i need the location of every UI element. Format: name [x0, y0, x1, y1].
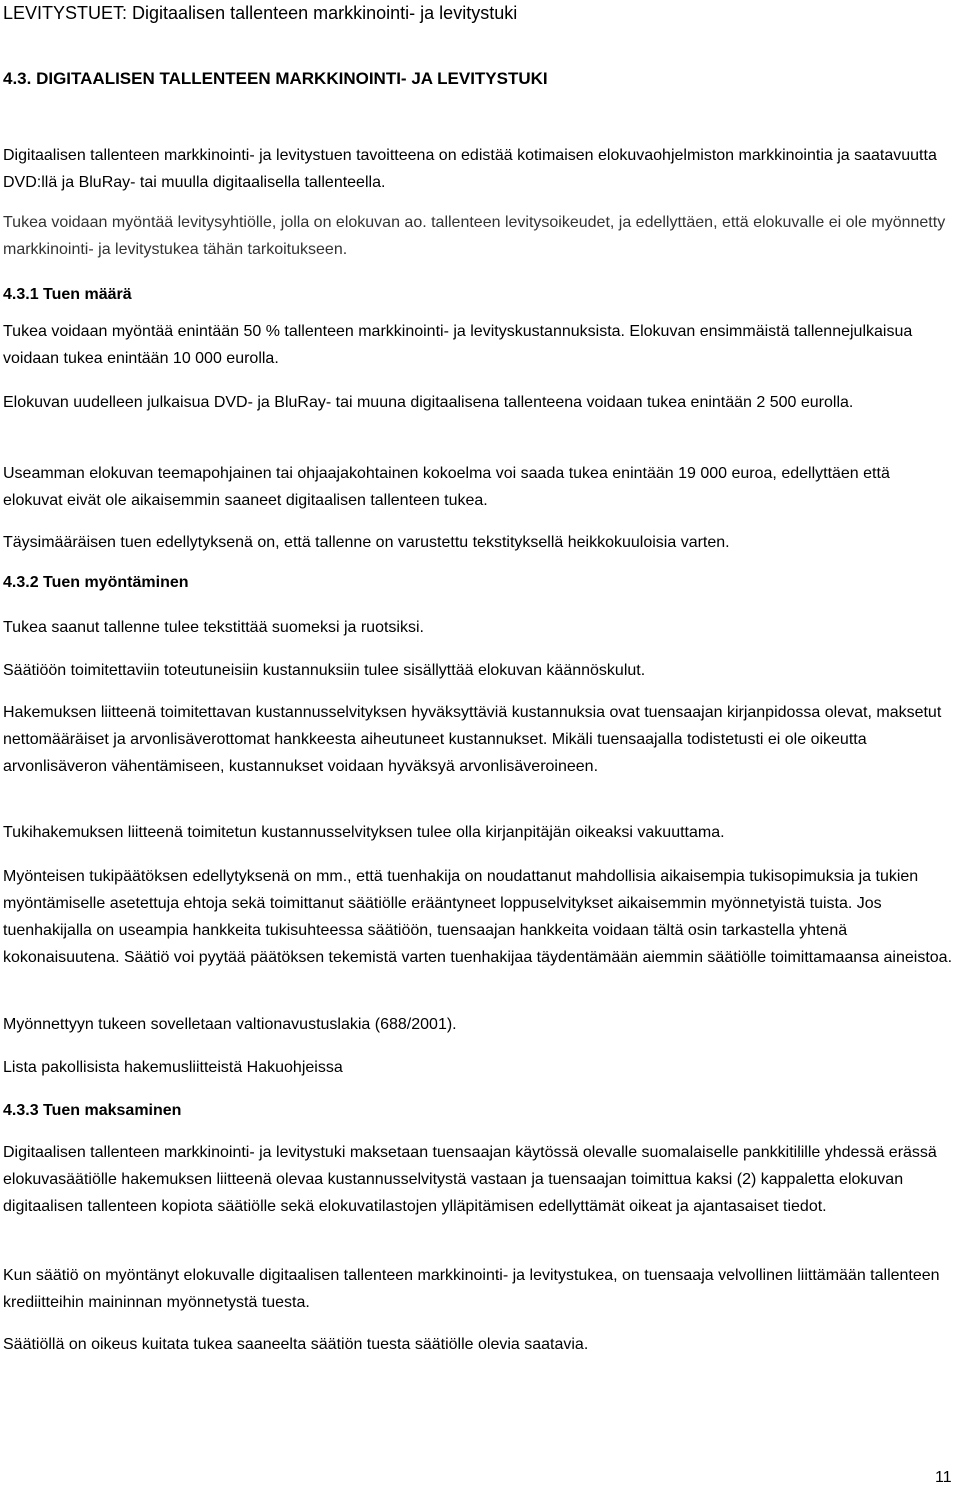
intro-paragraph-1: Digitaalisen tallenteen markkinointi- ja levitystuen tavoitteena on edistää kotimaisen elokuvaohjelmiston markkinointia ja saatavuutta DVD:llä ja BluRay- tai muulla digitaalisella tallenteella. [3, 147, 937, 191]
page-number: 11 [935, 1469, 952, 1486]
s1-paragraph-3: Useamman elokuvan teemapohjainen tai ohjaajakohtainen kokoelma voi saada tukea enintään 19 000 euroa, edellyttäen että elokuvat eivät ole aikaisemmin saaneet digitaalisen tallenteen tukea. [3, 465, 890, 509]
s2-paragraph-1: Tukea saanut tallenne tulee tekstittää suomeksi ja ruotsiksi. [3, 619, 424, 636]
s3-paragraph-1: Digitaalisen tallenteen markkinointi- ja levitystuki maksetaan tuensaajan käytössä olevalle suomalaiselle pankkitilille yhdessä erässä elokuvasäätiölle hakemuksen liitteenä olevaa kustannusselvitystä vastaan ja tuensaajan toimittua kaksi (2) kappaletta elokuvan digitaalisen tallenteen kopiota säätiölle sekä elokuvatilastojen ylläpitämisen edellyttämät oikeat ja ajantasaiset tiedot. [3, 1144, 937, 1215]
s2-paragraph-2: Säätiöön toimitettaviin toteutuneisiin kustannuksiin tulee sisällyttää elokuvan käännöskulut. [3, 662, 646, 679]
s1-paragraph-1: Tukea voidaan myöntää enintään 50 % tallenteen markkinointi- ja levityskustannuksista. Elokuvan ensimmäistä tallennejulkaisua voidaan tukea enintään 10 000 eurolla. [3, 323, 913, 367]
intro-paragraph-2: Tukea voidaan myöntää levitysyhtiölle, jolla on elokuvan ao. tallenteen levitysoikeudet, ja edellyttäen, että elokuvalle ei ole myönnetty markkinointi- ja levitystukea tähän tarkoitukseen. [3, 214, 946, 258]
subsection-title-4-3-1: 4.3.1 Tuen määrä [3, 286, 132, 303]
s2-paragraph-5: Myönteisen tukipäätöksen edellytyksenä on mm., että tuenhakija on noudattanut mahdollisia aikaisempia tukisopimuksia ja tukien myöntämiselle asetettuja ehtoja sekä toimittanut säätiölle erääntyneet loppuselvitykset aikaisemmin myönnetyistä tuista. Jos tuenhakijalla on useampia hankkeita tukisuhteessa säätiöön, tuensaajan hankkeita voidaan tältä osin tarkastella yhtenä kokonaisuutena. Säätiö voi pyytää päätöksen tekemistä varten tuenhakijaa täydentämään aiemmin säätiölle toimittamaansa aineistoa. [3, 868, 953, 966]
section-title: 4.3. DIGITAALISEN TALLENTEEN MARKKINOINTI- JA LEVITYSTUKI [3, 69, 548, 88]
s2-paragraph-7: Lista pakollisista hakemusliitteistä Hakuohjeissa [3, 1059, 343, 1076]
running-header: LEVITYSTUET: Digitaalisen tallenteen markkinointi- ja levitystuki [3, 3, 518, 23]
s2-paragraph-4: Tukihakemuksen liitteenä toimitetun kustannusselvityksen tulee olla kirjanpitäjän oikeaksi vakuuttama. [3, 824, 725, 841]
subsection-title-4-3-3: 4.3.3 Tuen maksaminen [3, 1102, 182, 1119]
s3-paragraph-2: Kun säätiö on myöntänyt elokuvalle digitaalisen tallenteen markkinointi- ja levitystukea, on tuensaaja velvollinen liittämään tallenteen krediitteihin maininnan myönnetystä tuesta. [3, 1267, 940, 1311]
subsection-title-4-3-2: 4.3.2 Tuen myöntäminen [3, 574, 189, 591]
s1-paragraph-2: Elokuvan uudelleen julkaisua DVD- ja BluRay- tai muuna digitaalisena tallenteena voidaan tukea enintään 2 500 eurolla. [3, 394, 854, 411]
s3-paragraph-3: Säätiöllä on oikeus kuitata tukea saaneelta säätiön tuesta säätiölle olevia saatavia. [3, 1336, 589, 1353]
s1-paragraph-4: Täysimääräisen tuen edellytyksenä on, että tallenne on varustettu tekstityksellä heikkokuuloisia varten. [3, 534, 730, 551]
s2-paragraph-3: Hakemuksen liitteenä toimitettavan kustannusselvityksen hyväksyttäviä kustannuksia ovat tuensaajan kirjanpidossa olevat, maksetut nettomääräiset ja arvonlisäverottomat hankkeesta aiheutuneet kustannukset. Mikäli tuensaajalla todistetusti ei ole oikeutta arvonlisäveron vähentämiseen, kustannukset voidaan hyväksyä arvonlisäveroineen. [3, 704, 942, 775]
s2-paragraph-6: Myönnettyyn tukeen sovelletaan valtionavustuslakia (688/2001). [3, 1016, 457, 1033]
